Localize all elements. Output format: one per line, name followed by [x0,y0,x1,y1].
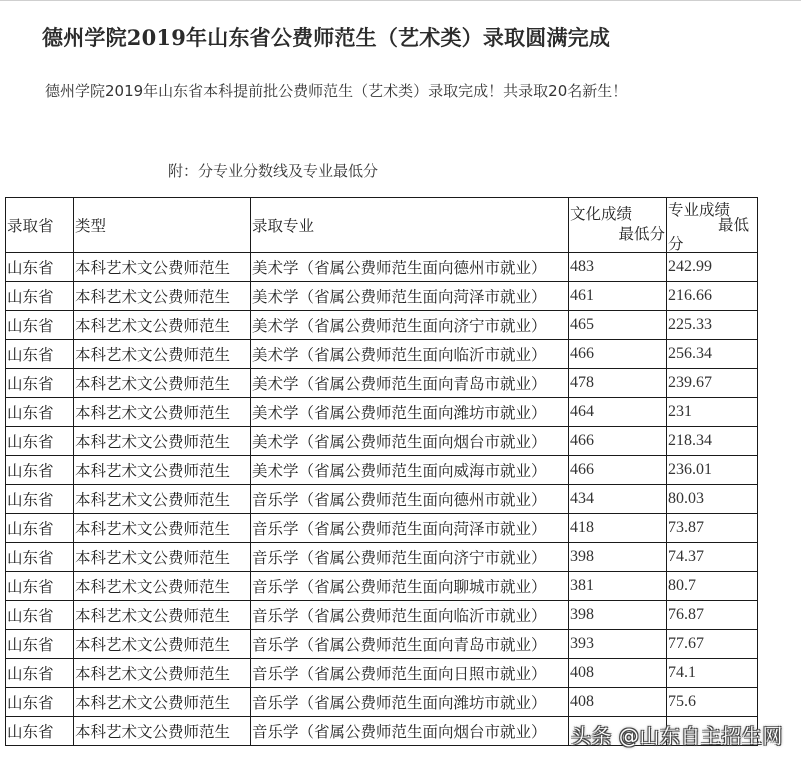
cell-culture-min: 466 [569,427,667,456]
cell-type: 本科艺术文公费师范生 [74,485,251,514]
cell-major: 音乐学（省属公费师范生面向临沂市就业） [251,601,569,630]
cell-type: 本科艺术文公费师范生 [74,688,251,717]
cell-province: 山东省 [6,572,74,601]
cell-major-min: 77.67 [667,630,758,659]
cell-major-min: 73.87 [667,514,758,543]
cell-province: 山东省 [6,282,74,311]
cell-major: 音乐学（省属公费师范生面向聊城市就业） [251,572,569,601]
cell-type: 本科艺术文公费师范生 [74,456,251,485]
cell-major: 音乐学（省属公费师范生面向青岛市就业） [251,630,569,659]
cell-major-min: 75.6 [667,688,758,717]
table-row [6,456,758,485]
cell-type: 本科艺术文公费师范生 [74,398,251,427]
cell-major-min: 218.34 [667,427,758,456]
cell-province: 山东省 [6,659,74,688]
cell-culture-min: 483 [569,253,667,282]
cell-major-min: 242.99 [667,253,758,282]
cell-major-min: 74.1 [667,659,758,688]
cell-major: 美术学（省属公费师范生面向临沂市就业） [251,340,569,369]
table-row [6,311,758,340]
header-major-min-line1: 专业成绩 [668,201,731,219]
cell-type: 本科艺术文公费师范生 [74,340,251,369]
cell-province: 山东省 [6,456,74,485]
header-culture-min-line1: 文化成绩 [570,205,633,223]
cell-province: 山东省 [6,398,74,427]
cell-major-min: 216.66 [667,282,758,311]
cell-major: 音乐学（省属公费师范生面向潍坊市就业） [251,688,569,717]
cell-culture-min: 466 [569,456,667,485]
table-row [6,659,758,688]
cell-major-min: 76.87 [667,601,758,630]
cell-major: 美术学（省属公费师范生面向威海市就业） [251,456,569,485]
cell-major: 美术学（省属公费师范生面向德州市就业） [251,253,569,282]
admission-scores-table [5,197,758,746]
cell-major-min: 225.33 [667,311,758,340]
header-major: 录取专业 [251,198,569,253]
header-major-min [667,198,758,253]
cell-culture-min: 381 [569,572,667,601]
cell-type: 本科艺术文公费师范生 [74,369,251,398]
table-row [6,282,758,311]
cell-culture-min: 398 [569,601,667,630]
table-row [6,340,758,369]
cell-culture-min: 461 [569,282,667,311]
cell-province: 山东省 [6,340,74,369]
cell-province: 山东省 [6,601,74,630]
header-major-min-line2: 最低 [717,216,749,234]
cell-major: 音乐学（省属公费师范生面向济宁市就业） [251,543,569,572]
cell-province: 山东省 [6,427,74,456]
cell-type: 本科艺术文公费师范生 [74,601,251,630]
cell-type: 本科艺术文公费师范生 [74,514,251,543]
cell-province: 山东省 [6,630,74,659]
cell-type: 本科艺术文公费师范生 [74,630,251,659]
cell-major: 音乐学（省属公费师范生面向德州市就业） [251,485,569,514]
header-type: 类型 [74,198,251,253]
cell-province: 山东省 [6,717,74,746]
table-row [6,688,758,717]
table-row [6,601,758,630]
cell-major: 音乐学（省属公费师范生面向菏泽市就业） [251,514,569,543]
cell-province: 山东省 [6,369,74,398]
cell-major: 美术学（省属公费师范生面向潍坊市就业） [251,398,569,427]
header-province: 录取省 [6,198,74,253]
table-row [6,485,758,514]
source-watermark: 头条 @山东自主招生网 [571,724,783,748]
cell-culture-min: 408 [569,688,667,717]
cell-type: 本科艺术文公费师范生 [74,427,251,456]
cell-type: 本科艺术文公费师范生 [74,311,251,340]
cell-culture-min: 418 [569,514,667,543]
table-row [6,543,758,572]
cell-province: 山东省 [6,543,74,572]
cell-type: 本科艺术文公费师范生 [74,253,251,282]
page-title: 德州学院2019年山东省公费师范生（艺术类）录取圆满完成 [42,25,611,50]
cell-major: 美术学（省属公费师范生面向济宁市就业） [251,311,569,340]
cell-culture-min: 464 [569,398,667,427]
cell-major-min: 80.03 [667,485,758,514]
table-row [6,369,758,398]
table-row [6,572,758,601]
cell-province: 山东省 [6,514,74,543]
cell-major: 音乐学（省属公费师范生面向烟台市就业） [251,717,569,746]
cell-major-min: 231 [667,398,758,427]
cell-culture-min: 434 [569,485,667,514]
cell-culture-min: 393 [569,630,667,659]
header-culture-min-line2: 最低分 [618,225,665,243]
table-row [6,253,758,282]
cell-culture-min: 465 [569,311,667,340]
cell-province: 山东省 [6,311,74,340]
cell-type: 本科艺术文公费师范生 [74,282,251,311]
cell-major: 美术学（省属公费师范生面向烟台市就业） [251,427,569,456]
cell-major: 音乐学（省属公费师范生面向日照市就业） [251,659,569,688]
cell-province: 山东省 [6,485,74,514]
cell-major-min: 74.37 [667,543,758,572]
cell-culture-min: 466 [569,340,667,369]
top-divider [0,0,801,1]
cell-major: 美术学（省属公费师范生面向菏泽市就业） [251,282,569,311]
cell-type: 本科艺术文公费师范生 [74,659,251,688]
table-row [6,427,758,456]
table-row [6,514,758,543]
table-row [6,630,758,659]
cell-culture-min: 398 [569,543,667,572]
cell-province: 山东省 [6,688,74,717]
cell-type: 本科艺术文公费师范生 [74,717,251,746]
table-row [6,398,758,427]
table-header-row [6,198,758,253]
cell-type: 本科艺术文公费师范生 [74,543,251,572]
cell-major-min: 80.7 [667,572,758,601]
cell-major-min: 256.34 [667,340,758,369]
cell-major-min: 236.01 [667,456,758,485]
header-culture-min [569,198,667,253]
cell-major-min: 239.67 [667,369,758,398]
cell-type: 本科艺术文公费师范生 [74,572,251,601]
cell-province: 山东省 [6,253,74,282]
cell-culture-min: 408 [569,659,667,688]
cell-culture-min: 478 [569,369,667,398]
table-caption: 附：分专业分数线及专业最低分 [168,162,379,180]
page-subtitle: 德州学院2019年山东省本科提前批公费师范生（艺术类）录取完成！共录取20名新生！ [45,82,628,100]
cell-major: 美术学（省属公费师范生面向青岛市就业） [251,369,569,398]
header-major-min-line3: 分 [668,235,684,253]
